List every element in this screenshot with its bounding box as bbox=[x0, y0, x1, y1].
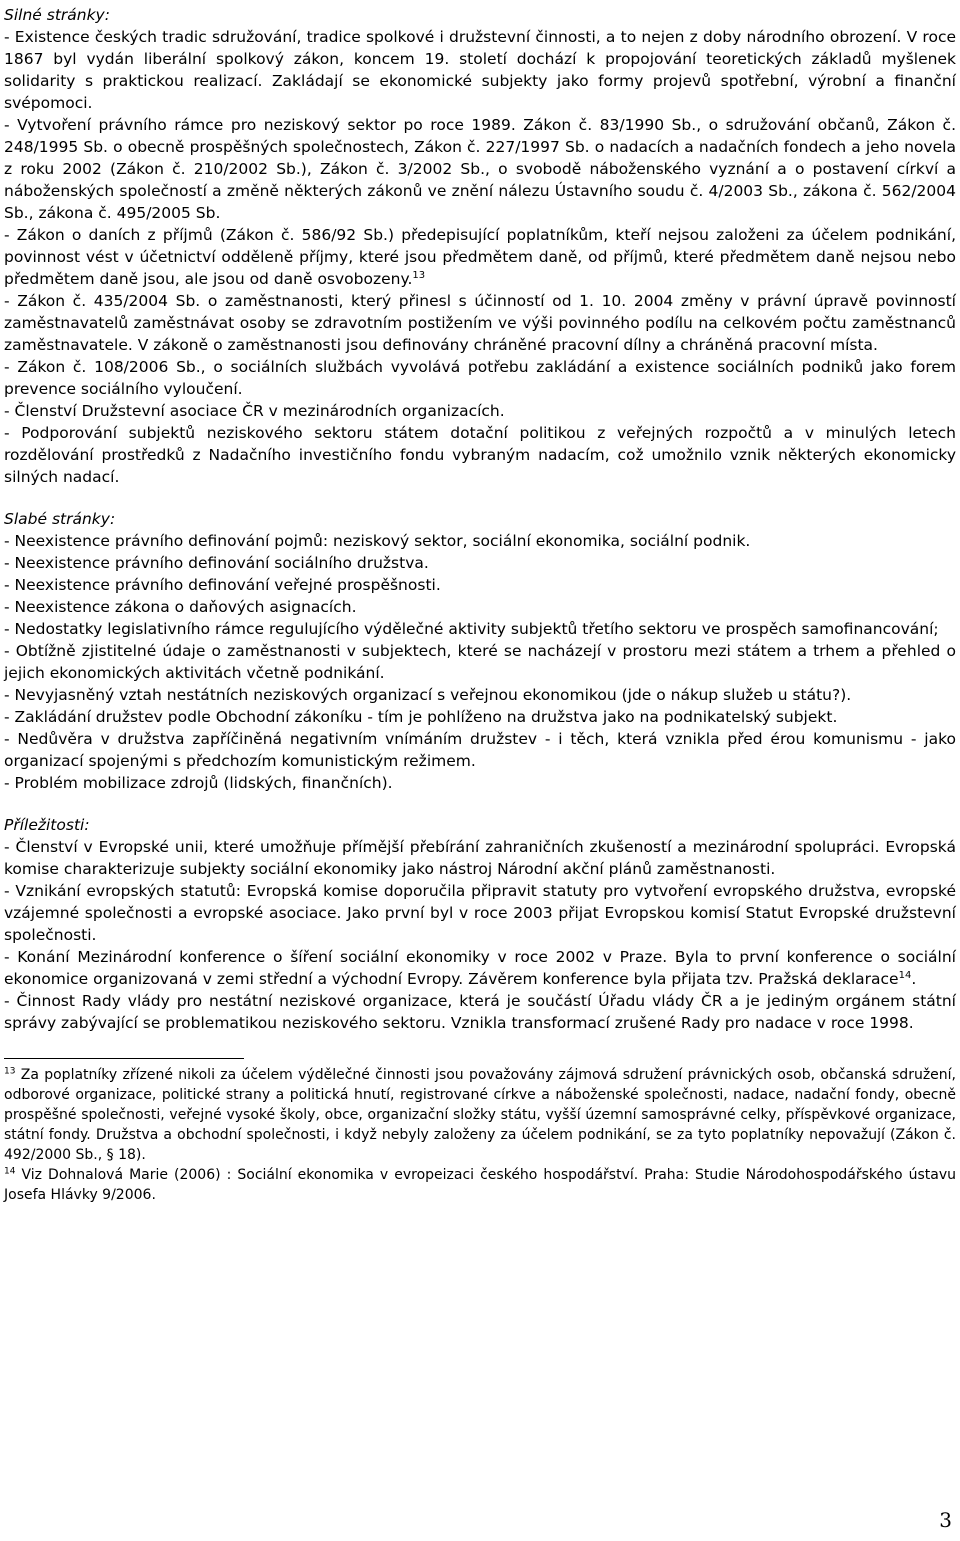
weaknesses-paragraph: - Nevyjasněný vztah nestátních neziskových organizací s veřejnou ekonomikou (jde o nákup služeb u státu?). bbox=[4, 686, 852, 704]
weaknesses-paragraph: - Neexistence právního definování pojmů: neziskový sektor, sociální ekonomika, sociální podnik. bbox=[4, 532, 751, 550]
weaknesses-paragraph: - Nedůvěra v družstva zapříčiněná negativním vnímáním družstev - i těch, která vznikla před érou komunismu - jako organizací spojenými s předchozím komunistickým režimem. bbox=[4, 730, 956, 770]
footnote-reference: 13 bbox=[412, 269, 426, 281]
weaknesses-paragraph: - Obtížně zjistitelné údaje o zaměstnanosti v subjektech, které se nacházejí v prostoru mezi státem a trhem a přehled o jejich ekonomických aktivitách včetně podnikání. bbox=[4, 642, 956, 682]
footnote-text: Viz Dohnalová Marie (2006) : Sociální ekonomika v evropeizaci českého hospodářství. Praha: Studie Národohospodářského ústavu Josefa Hlávky 9/2006. bbox=[4, 1167, 956, 1203]
weaknesses-paragraph: - Zakládání družstev podle Obchodní zákoníku - tím je pohlíženo na družstva jako na podnikatelský subjekt. bbox=[4, 708, 838, 726]
section-gap bbox=[4, 488, 956, 508]
section-gap bbox=[4, 794, 956, 814]
strengths-paragraph: - Členství Družstevní asociace ČR v mezinárodních organizacích. bbox=[4, 402, 505, 420]
weaknesses-paragraph: - Neexistence právního definování veřejné prospěšnosti. bbox=[4, 576, 441, 594]
footnote-separator bbox=[4, 1058, 244, 1059]
weaknesses-paragraph: - Neexistence právního definování sociálního družstva. bbox=[4, 554, 429, 572]
strengths-paragraph bbox=[4, 224, 956, 290]
weaknesses-paragraph: - Neexistence zákona o daňových asignacích. bbox=[4, 598, 357, 616]
opportunities-paragraph: - Členství v Evropské unii, které umožňuje přímější přebírání zahraničních zkušeností a mezinárodní spolupráci. Evropská komise charakterizuje subjekty sociální ekonomiky jako nástroj Národní akční plánů zaměstnanosti. bbox=[4, 838, 956, 878]
strengths-paragraph: - Existence českých tradic sdružování, tradice spolkové i družstevní činnosti, a to nejen z doby národního obrození. V roce 1867 byl vydán liberální spolkový zákon, koncem 19. století dochází k propojování teoretických základů myšlenek solidarity s praktickou realizací. Zakládají se ekonomické subjekty jako formy projevů spotřební, výrobní a finanční svépomoci. bbox=[4, 28, 956, 112]
strengths-paragraph: - Zákon č. 435/2004 Sb. o zaměstnanosti, který přinesl s účinností od 1. 10. 2004 změny v právní úpravě povinností zaměstnavatelů zaměstnávat osoby se zdravotním postižením ve výši povinného podílu na celkovém počtu zaměstnanců zaměstnavatele. V zákoně o zaměstnanosti jsou definovány chráněné pracovní dílny a chráněná pracovní místa. bbox=[4, 292, 956, 354]
strengths-heading: Silné stránky: bbox=[4, 6, 110, 24]
footnote-number: 14 bbox=[4, 1166, 16, 1177]
footnote bbox=[4, 1165, 956, 1205]
opportunities-paragraph-text: - Konání Mezinárodní konference o šíření sociální ekonomiky v roce 2002 v Praze. Byla to první konference o sociální ekonomice organizovaná v zemi střední a východní Evropy. Závěrem konference byla přijata tzv. Pražská deklarace bbox=[4, 948, 956, 988]
weaknesses-heading: Slabé stránky: bbox=[4, 510, 116, 528]
footnote-text: Za poplatníky zřízené nikoli za účelem výdělečné činnosti jsou považovány zájmová sdružení právnických osob, občanská sdružení, odborové organizace, politické strany a politická hnutí, registrované církve a náboženské společnosti, nadace, nadační fondy, obecně prospěšné společnosti, veřejné vysoké školy, obce, organizační složky státu, vyšší územní samosprávné celky, příspěvkové organizace, státní fondy. Družstva a obchodní společnosti, i když nebyly založeny za účelem podnikání, se za tyto poplatníky nepovažují (Zákon č. 492/2000 Sb., § 18). bbox=[4, 1067, 956, 1163]
weaknesses-paragraph: - Nedostatky legislativního rámce regulujícího výdělečné aktivity subjektů třetího sektoru ve prospěch samofinancování; bbox=[4, 620, 939, 638]
strengths-paragraph-text: - Zákon o daních z příjmů (Zákon č. 586/92 Sb.) předepisující poplatníkům, kteří nejsou založeni za účelem podnikání, povinnost vést v účetnictví odděleně příjmy, které jsou předmětem daně, od příjmů, které předmětem daně nejsou nebo předmětem daně jsou, ale jsou od daně osvobozeny. bbox=[4, 226, 956, 288]
footnote bbox=[4, 1065, 956, 1165]
sentence-period: . bbox=[911, 970, 917, 988]
strengths-paragraph: - Vytvoření právního rámce pro neziskový sektor po roce 1989. Zákon č. 83/1990 Sb., o sdružování občanů, Zákon č. 248/1995 Sb. o obecně prospěšných společnostech, Zákon č. 227/1997 Sb. o nadacích a nadačních fondech a jeho novela z roku 2002 (Zákon č. 210/2002 Sb.), Zákon č. 3/2002 Sb., o svobodě náboženského vyznání a o postavení církví a náboženských společností a změně některých zákonů ve znění nálezu Ústavního soudu č. 4/2003 Sb., zákona č. 562/2004 Sb., zákona č. 495/2005 Sb. bbox=[4, 116, 956, 222]
opportunities-paragraph: - Činnost Rady vlády pro nestátní neziskové organizace, která je součástí Úřadu vlády ČR a je jediným orgánem státní správy zabývající se problematikou neziskového sektoru. Vznikla transformací zrušené Rady pro nadace v roce 1998. bbox=[4, 992, 956, 1032]
footnote-reference: 14 bbox=[898, 969, 912, 981]
strengths-paragraph: - Podporování subjektů neziskového sektoru státem dotační politikou z veřejných rozpočtů a v minulých letech rozdělování prostředků z Nadačního investičního fondu vybraným nadacím, což umožnilo vznik některých ekonomicky silných nadací. bbox=[4, 424, 956, 486]
opportunities-paragraph: - Vznikání evropských statutů: Evropská komise doporučila připravit statuty pro vytvoření evropského družstva, evropské vzájemné společnosti a evropské asociace. Jako první byl v roce 2003 přijat Evropskou komisí Statut Evropské družstevní společnosti. bbox=[4, 882, 956, 944]
footnote-number: 13 bbox=[4, 1066, 16, 1077]
page-number: 3 bbox=[939, 1508, 952, 1532]
strengths-paragraph: - Zákon č. 108/2006 Sb., o sociálních službách vyvolává potřebu zakládání a existence sociálních podniků jako forem prevence sociálního vyloučení. bbox=[4, 358, 956, 398]
weaknesses-paragraph: - Problém mobilizace zdrojů (lidských, finančních). bbox=[4, 774, 393, 792]
opportunities-paragraph bbox=[4, 946, 956, 990]
opportunities-heading: Příležitosti: bbox=[4, 816, 90, 834]
